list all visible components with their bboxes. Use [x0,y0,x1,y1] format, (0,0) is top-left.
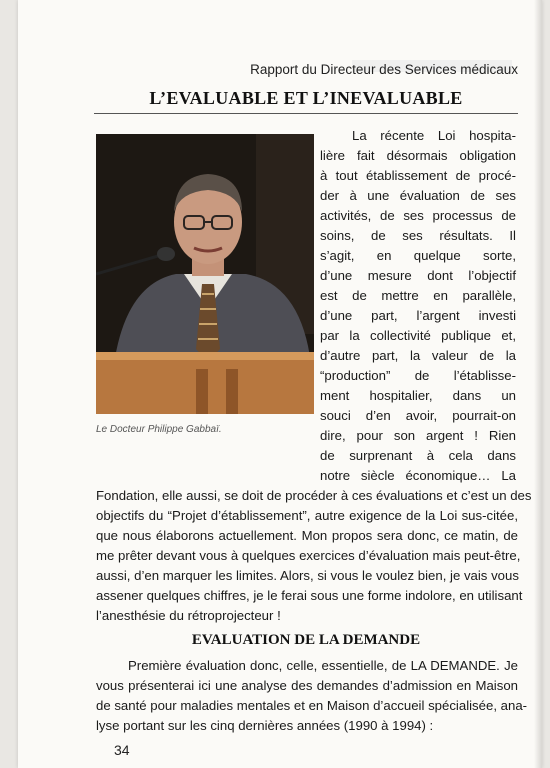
body-line: assener quelques chiffres, je le ferai sous une forme indolore, en utilisant [96,588,523,603]
column-line: de surprenant à cela dans [320,448,516,463]
column-line: ment hospitalier, dans un [320,388,516,403]
section-line: de santé pour maladies mentales et en Maison d’accueil spécialisée, ana- [96,698,528,713]
column-line: dire, pour son argent ! Rien [320,428,516,443]
body-line: me prêter devant vous à quelques exercices d’évaluation mais peut-être, [96,548,521,563]
section-title: EVALUATION DE LA DEMANDE [191,632,421,648]
column-line: der à une évaluation de ses [320,188,516,203]
page-number: 34 [114,742,130,758]
document-page [18,0,542,768]
title-rule [94,113,518,114]
column-line: activités, de ses processus de [320,208,516,223]
body-line: Fondation, elle aussi, se doit de procéder à ces évaluations et c’est un des [96,488,532,503]
column-line: d’autre part, la valeur de la [320,348,516,363]
body-line: que nous élaborons actuellement. Mon propos sera donc, ce matin, de [96,528,518,543]
column-line: La récente Loi hospita- [352,128,516,143]
column-line: d’une mesure dont l’objectif [320,268,516,283]
column-line: s’agit, en quelque sorte, [320,248,516,263]
speaker-photo [96,134,314,414]
column-line: est de mettre en parallèle, [320,288,516,303]
column-line: à tout établissement de procé- [320,168,516,183]
column-line: d’une part, l’argent investi [320,308,516,323]
column-line: souci d’en avoir, pourrait-on [320,408,516,423]
column-line: lière fait désormais obligation [320,148,516,163]
column-line: notre siècle économique… La [320,468,516,483]
column-line: par la collectivité publique et, [320,328,516,343]
body-line: l’anesthésie du rétroprojecteur ! [96,608,281,623]
section-line: Première évaluation donc, celle, essentielle, de LA DEMANDE. Je [128,658,518,673]
running-header: Rapport du Directeur des Services médicaux [250,62,518,77]
body-line: aussi, d’en marquer les limites. Alors, si vous le voulez bien, je vais vous [96,568,519,583]
section-line: vous présenterai ici une analyse des demandes d’admission en Maison [96,678,518,693]
column-line: “production” de l’établisse- [320,368,516,383]
body-line: objectifs du “Projet d’établissement”, autre exigence de la Loi sus-citée, [96,508,518,523]
section-line: lyse portant sur les cinq dernières années (1990 à 1994) : [96,718,434,733]
speaker-photo-illustration [96,134,314,414]
article-title: L’EVALUABLE ET L’INEVALUABLE [149,88,463,108]
photo-caption: Le Docteur Philippe Gabbaï. [96,424,222,435]
page-edge-shadow [534,0,542,768]
column-line: soins, de ses résultats. Il [320,228,516,243]
